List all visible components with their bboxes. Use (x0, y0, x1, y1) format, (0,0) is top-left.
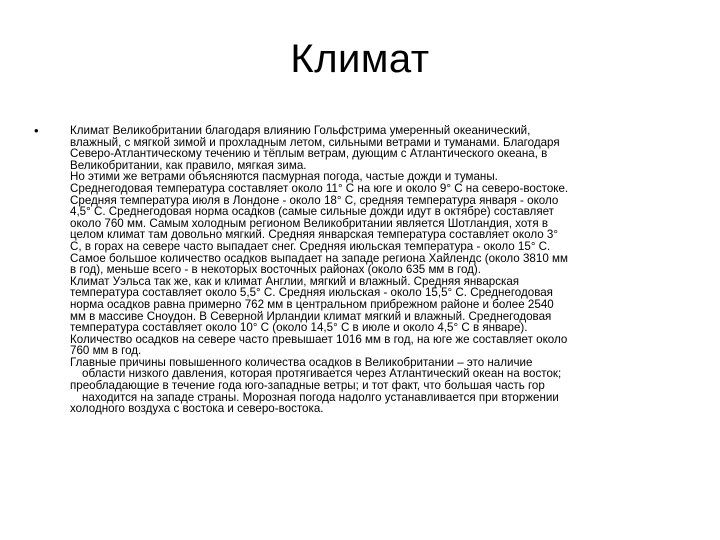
bullet-dot-icon: • (34, 123, 39, 138)
text-line: холодного воздуха с востока и северо-востока. (70, 402, 324, 416)
text-line: Количество осадков на севере часто превышает 1016 мм в год, на юге же составляет около (70, 332, 568, 346)
text-line: находится на западе страны. Морозная погода надолго устанавливается при вторжении (82, 390, 559, 404)
text-line: преобладающие в течение года юго-западные ветры; и тот факт, что большая часть гор (70, 379, 545, 393)
text-line: Северо-Атлантическому течению и тёплым ветрам, дующим с Атлантического океана, в (70, 147, 548, 161)
text-line: целом климат там довольно мягкий. Средняя январская температура составляет около 3° (70, 228, 558, 242)
text-line: Но этими же ветрами объясняются пасмурная погода, частые дожди и туманы. (70, 170, 498, 184)
text-line: 760 мм в год. (70, 344, 142, 358)
text-line: в год), меньше всего - в некоторых восточных районах (около 635 мм в год). (70, 263, 482, 277)
text-line: норма осадков равна примерно 762 мм в центральном прибрежном районе и более 2540 (70, 297, 554, 311)
text-line: области низкого давления, которая протягивается через Атлантический океан на восток; (82, 367, 562, 381)
text-line: мм в массиве Сноудон. В Северной Ирландии климат мягкий и влажный. Среднегодовая (70, 309, 552, 323)
text-line: Самое большое количество осадков выпадает на западе региона Хайлендс (около 3810 мм (70, 251, 568, 265)
text-line: Средняя температура июля в Лондоне - около 18° С, средняя температура января - около (70, 193, 559, 207)
text-line: влажный, с мягкой зимой и прохладным летом, сильными ветрами и туманами. Благодаря (70, 135, 560, 149)
text-line: 4,5° С. Среднегодовая норма осадков (самые сильные дожди идут в октябре) составляет (70, 205, 554, 219)
text-line: температура составляет около 5,5° С. Средняя июльская - около 15,5° С. Среднегодовая (70, 286, 553, 300)
text-line: Климат Уэльса так же, как и климат Англии, мягкий и влажный. Средняя январская (70, 274, 520, 288)
bullet-text (70, 125, 700, 415)
text-line: около 760 мм. Самым холодным регионом Великобритании является Шотландия, хотя в (70, 216, 549, 230)
text-line: Главные причины повышенного количества осадков в Великобритании – это наличие (70, 355, 533, 369)
slide-title: Климат (290, 36, 430, 81)
text-line: С, в горах на севере часто выпадает снег. Средняя июльская температура - около 15° С. (70, 239, 551, 253)
text-line: Великобритании, как правило, мягкая зима. (70, 158, 307, 172)
text-line: Климат Великобритании благодаря влиянию Гольфстрима умеренный океанический, (70, 124, 531, 137)
text-line: Среднегодовая температура составляет около 11° С на юге и около 9° С на северо-востоке. (70, 181, 569, 195)
text-line: температура составляет около 10° С (около 14,5° С в июле и около 4,5° С в январе). (70, 321, 528, 335)
